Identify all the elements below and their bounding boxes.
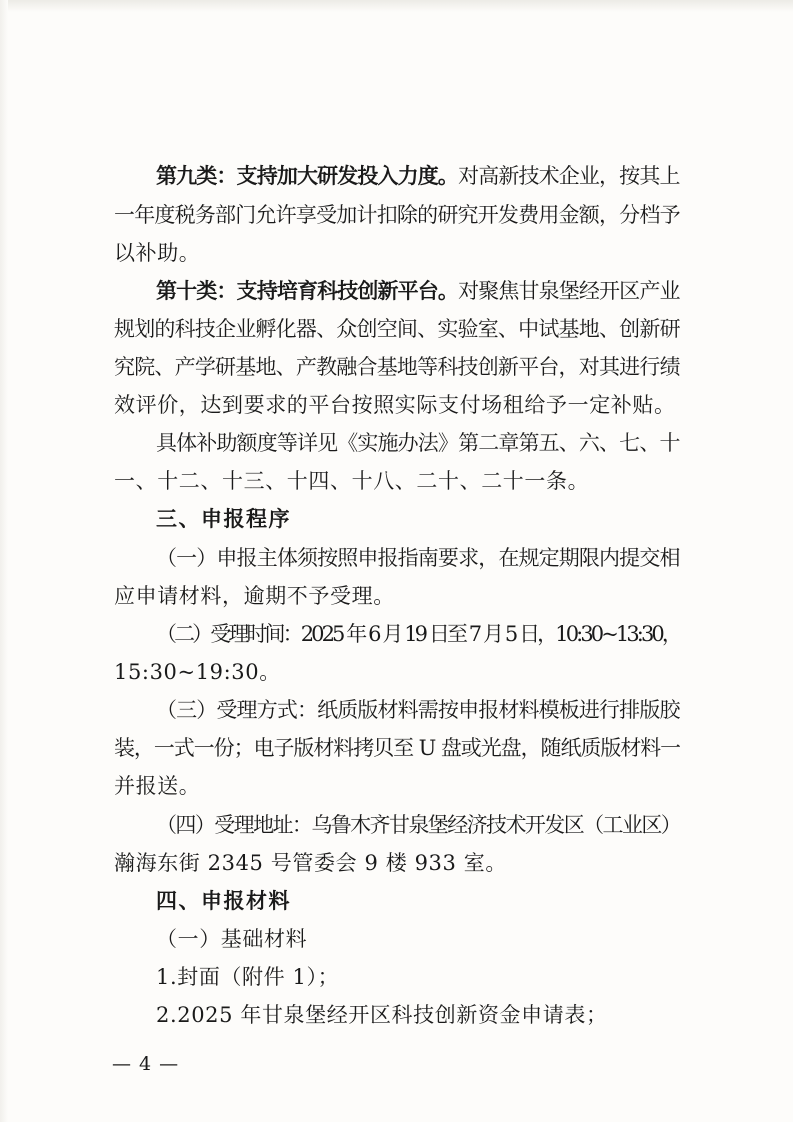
section3-p2-line2: 15:30~19:30。 bbox=[114, 660, 281, 684]
section3-p3-line1: （三）受理方式：纸质版材料需按申报材料模板进行排版胶 bbox=[156, 698, 680, 722]
item10-line1 bbox=[156, 276, 680, 306]
section3-p1-line1: （一）申报主体须按照申报指南要求，在规定期限内提交相 bbox=[156, 546, 680, 570]
section3-p4-line2: 瀚海东街 2345 号管委会 9 楼 933 室。 bbox=[114, 851, 507, 875]
page-left-edge bbox=[0, 0, 8, 1122]
section3-p1-line2: 应申请材料，逾期不予受理。 bbox=[114, 584, 395, 608]
section3-p2-line1: （二）受理时间：2025 年 6 月 19 日至 7 月 5 日，10:30~13:30， bbox=[156, 622, 680, 646]
item10-line3: 究院、产学研基地、产教融合基地等科技创新平台，对其进行绩 bbox=[114, 355, 680, 379]
section4-heading: 四、申报材料 bbox=[156, 889, 291, 913]
item9-title: 第九类：支持加大研发投入力度。 bbox=[156, 164, 459, 188]
item10-line4: 效评价，达到要求的平台按照实际支付场租给予一定补贴。 bbox=[114, 393, 676, 417]
section3-heading: 三、申报程序 bbox=[156, 507, 291, 531]
note-line2: 一、十二、十三、十四、十八、二十、二十一条。 bbox=[114, 469, 590, 493]
section3-p4-line1: （四）受理地址：乌鲁木齐甘泉堡经济技术开发区（工业区） bbox=[156, 813, 680, 837]
page-number: — 4 — bbox=[112, 1053, 180, 1075]
page-top-edge bbox=[0, 0, 793, 12]
item9-line1 bbox=[156, 161, 680, 191]
item9-text: 对高新技术企业，按其上 bbox=[458, 164, 680, 188]
section4-sub1: （一）基础材料 bbox=[156, 927, 308, 951]
section4-item2: 2.2025 年甘泉堡经开区科技创新资金申请表； bbox=[156, 1003, 608, 1027]
item10-text: 对聚焦甘泉堡经开区产业 bbox=[458, 279, 680, 303]
item10-line2: 规划的科技企业孵化器、众创空间、实验室、中试基地、创新研 bbox=[114, 317, 680, 341]
section3-p3-line3: 并报送。 bbox=[114, 774, 201, 798]
item9-line2: 一年度税务部门允许享受加计扣除的研究开发费用金额，分档予 bbox=[114, 203, 680, 227]
section3-p3-line2: 装，一式一份；电子版材料拷贝至 U 盘或光盘，随纸质版材料一 bbox=[114, 736, 680, 760]
note-line1: 具体补助额度等详见《实施办法》第二章第五、六、七、十 bbox=[156, 431, 680, 455]
item10-title: 第十类：支持培育科技创新平台。 bbox=[156, 279, 459, 303]
item9-line3: 以补助。 bbox=[114, 241, 201, 265]
section4-item1: 1.封面（附件 1）； bbox=[156, 965, 340, 989]
